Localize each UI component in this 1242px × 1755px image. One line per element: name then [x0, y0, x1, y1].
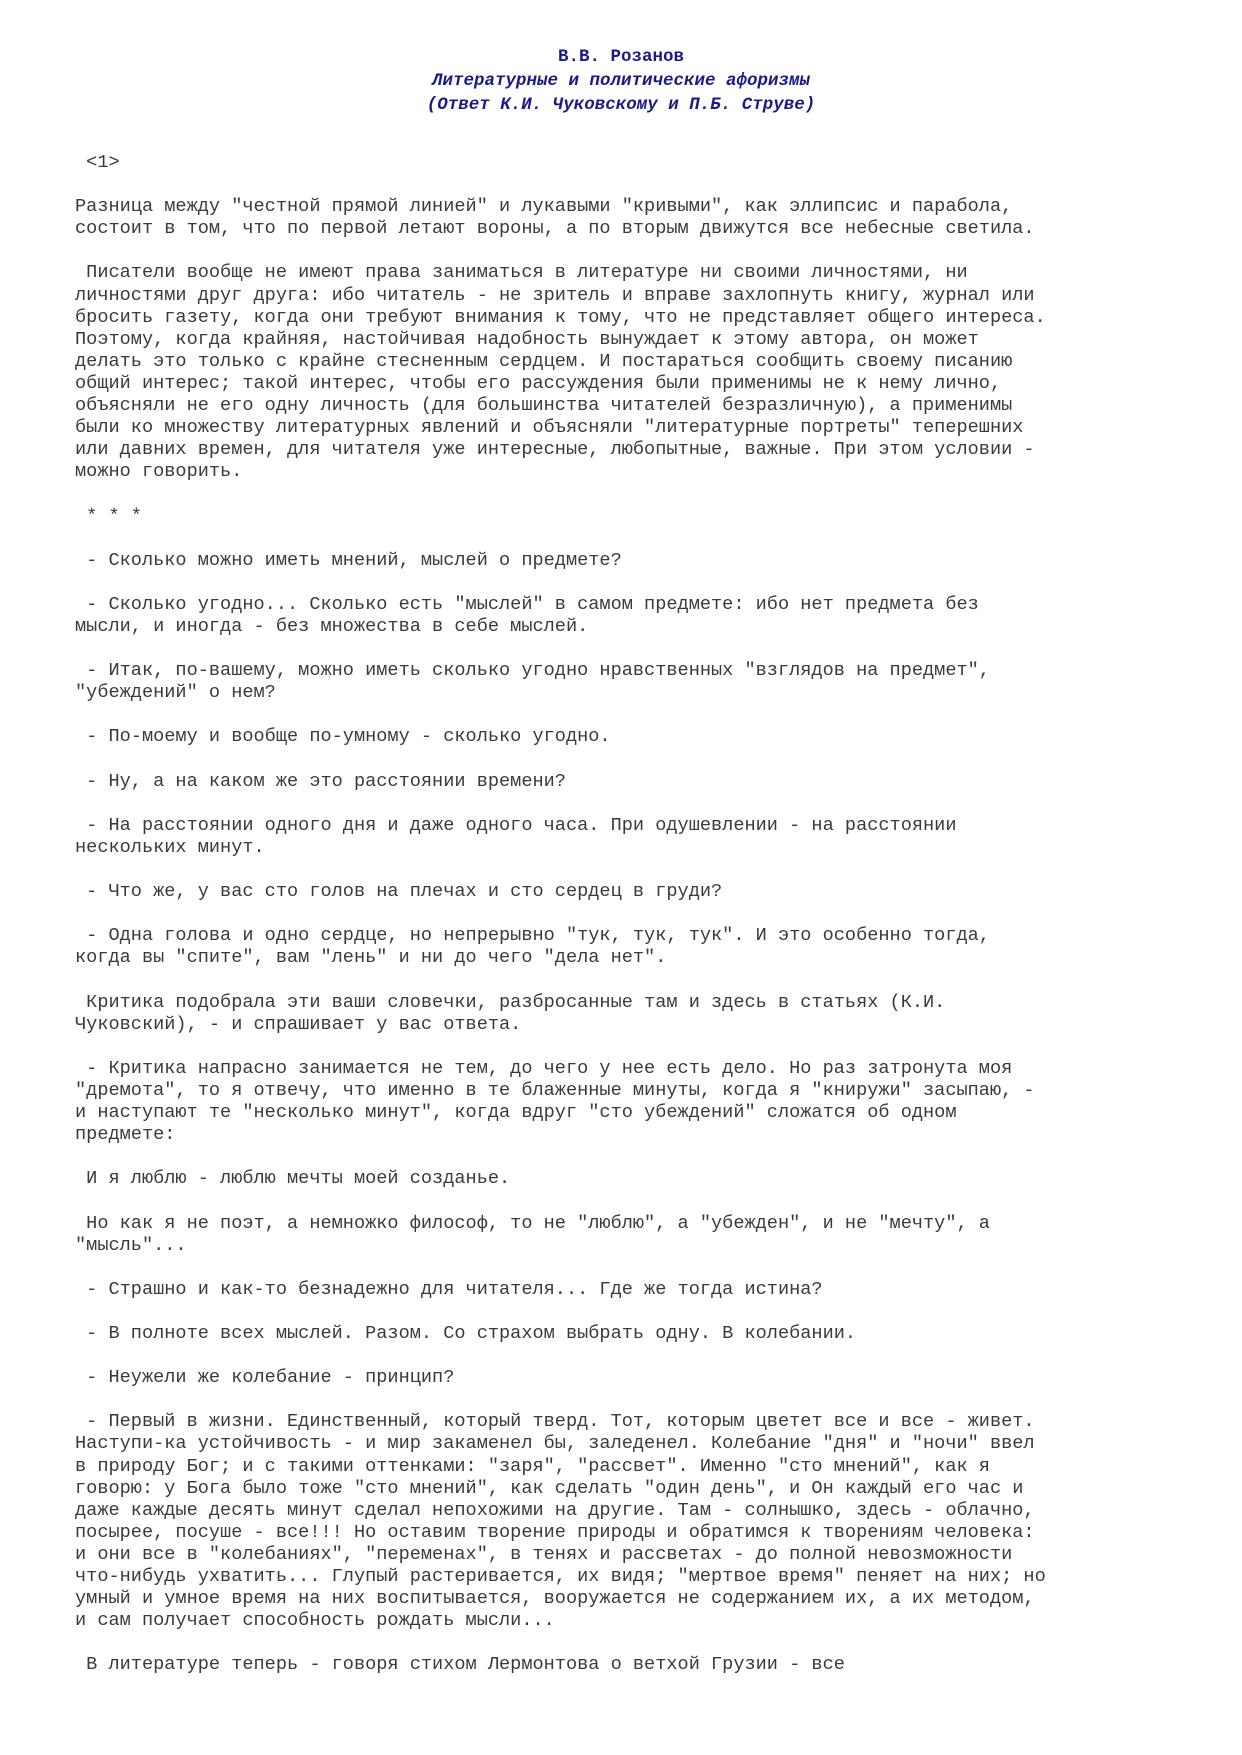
document-subtitle: (Ответ К.И. Чуковскому и П.Б. Струве): [426, 95, 816, 115]
document-title: Литературные и политические афоризмы: [431, 71, 811, 91]
document-header: [0, 45, 1242, 117]
author-name: В.В. Розанов: [557, 47, 685, 67]
document-body-text: <1> Разница между "честной прямой линией" и лукавыми "кривыми", как эллипсис и парабола, состоит в том, что по первой летают вороны, а по вторым движутся все небесные светила. Писатели вообще не имеют права заниматься в литературе ни своими личностями, ни личностями друг друга: ибо читатель - не зритель и вправе захлопнуть книгу, журнал или бросить газету, когда они требуют внимания к тому, что не представляет общего интереса. Поэтому, когда крайняя, настойчивая надобность вынуждает к этому автора, он может делать это только с крайне стесненным сердцем. И постараться сообщить своему писанию общий интерес; такой интерес, чтобы его рассуждения были применимы не к нему лично, объясняли не его одну личность (для большинства читателей безразличную), а применимы были ко множеству литературных явлений и объясняли "литературные портреты" теперешних или давних времен, для читателя уже интересные, любопытные, важные. При этом условии - можно говорить. * * * - Сколько можно иметь мнений, мыслей о предмете? - Сколько угодно... Сколько есть "мыслей" в самом предмете: ибо нет предмета без мысли, и иногда - без множества в себе мыслей. - Итак, по-вашему, можно иметь сколько угодно нравственных "взглядов на предмет", "убеждений" о нем? - По-моему и вообще по-умному - сколько угодно. - Ну, а на каком же это расстоянии времени? - На расстоянии одного дня и даже одного часа. При одушевлении - на расстоянии нескольких минут. - Что же, у вас сто голов на плечах и сто сердец в груди? - Одна голова и одно сердце, но непрерывно "тук, тук, тук". И это особенно тогда, когда вы "спите", вам "лень" и ни до чего "дела нет". Критика подобрала эти ваши словечки, разбросанные там и здесь в статьях (К.И. Чуковский), - и спрашивает у вас ответа. - Критика напрасно занимается не тем, до чего у нее есть дело. Но раз затронута моя "дремота", то я отвечу, что именно в те блаженные минуты, когда я "книружи" засыпаю, - и наступают те "несколько минут", когда вдруг "сто убеждений" сложатся об одном предмете: И я люблю - люблю мечты моей созданье. Но как я не поэт, а немножко философ, то не "люблю", а "убежден", и не "мечту", а "мысль"... - Страшно и как-то безнадежно для читателя... Где же тогда истина? - В полноте всех мыслей. Разом. Со страхом выбрать одну. В колебании. - Неужели же колебание - принцип? - Первый в жизни. Единственный, который тверд. Тот, которым цветет все и все - живет. Наступи-ка устойчивость - и мир закаменел бы, заледенел. Колебание "дня" и "ночи" ввел в природу Бог; и с такими оттенками: "заря", "рассвет". Именно "сто мнений", как я говорю: у Бога было тоже "сто мнений", как сделать "один день", и Он каждый его час и даже каждые десять минут сделал непохожими на другие. Там - солнышко, здесь - облачно, посырее, посуше - все!!! Но оставим творение природы и обратимся к творениям человека: и они все в "колебаниях", "переменах", в тенях и рассветах - до полной невозможности что-нибудь ухватить... Глупый растеривается, их видя; "мертвое время" пеняет на них; но умный и умное время на них воспитывается, вооружается не содержанием их, а их методом, и сам получает способность рождать мысли... В литературе теперь - говоря стихом Лермонтова о ветхой Грузии - все: [75, 152, 1046, 1676]
